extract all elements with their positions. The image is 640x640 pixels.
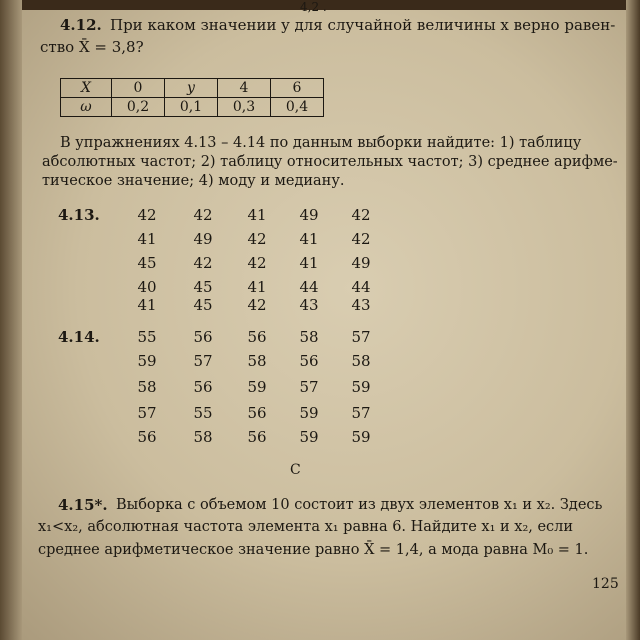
table-cell: 0,3 (218, 98, 271, 117)
exercise-4-15-number: 4.15*. (58, 496, 108, 514)
exercise-4-15-line1: Выборка с объемом 10 состоит из двух элементов x₁ и x₂. Здесь (116, 497, 603, 513)
table-cell: 0 (112, 79, 165, 98)
sample-value: 56 (193, 378, 213, 396)
sample-value: 56 (247, 328, 267, 346)
table-cell: ω (61, 98, 112, 117)
sample-value: 42 (351, 206, 371, 224)
sample-value: 42 (351, 230, 371, 248)
sample-value: 59 (247, 378, 267, 396)
distribution-table (60, 78, 324, 117)
sample-value: 42 (193, 206, 213, 224)
section-label: C (290, 462, 301, 478)
sample-value: 45 (137, 254, 157, 272)
sample-value: 58 (137, 378, 157, 396)
table-cell: 6 (271, 79, 324, 98)
sample-value: 56 (299, 352, 319, 370)
sample-value: 45 (193, 296, 213, 314)
sample-value: 57 (351, 328, 371, 346)
table-row (61, 98, 324, 117)
sample-value: 49 (299, 206, 319, 224)
sample-value: 55 (137, 328, 157, 346)
intro-line2: абсолютных частот; 2) таблицу относительных частот; 3) среднее арифме- (42, 154, 618, 170)
sample-value: 57 (351, 404, 371, 422)
exercise-4-12-number: 4.12. (60, 16, 102, 34)
sample-value: 59 (299, 428, 319, 446)
sample-value: 57 (299, 378, 319, 396)
sample-value: 58 (193, 428, 213, 446)
sample-value: 41 (247, 278, 267, 296)
table-row (61, 79, 324, 98)
page-left-edge (0, 0, 22, 640)
table-cell: 0,1 (165, 98, 218, 117)
sample-value: 56 (193, 328, 213, 346)
sample-value: 58 (351, 352, 371, 370)
sample-value: 45 (193, 278, 213, 296)
table-cell: 0,4 (271, 98, 324, 117)
sample-value: 41 (299, 230, 319, 248)
sample-value: 59 (137, 352, 157, 370)
sample-value: 43 (299, 296, 319, 314)
table-cell: y (165, 79, 218, 98)
table-cell: X (61, 79, 112, 98)
exercise-4-15-line2: x₁<x₂, абсолютная частота элемента x₁ равна 6. Найдите x₁ и x₂, если (38, 519, 574, 535)
sample-value: 56 (137, 428, 157, 446)
page-number: 125 (592, 576, 619, 592)
sample-value: 41 (137, 296, 157, 314)
table-cell: 4 (218, 79, 271, 98)
sample-value: 42 (247, 230, 267, 248)
sample-value: 58 (247, 352, 267, 370)
sample-value: 57 (137, 404, 157, 422)
sample-value: 44 (299, 278, 319, 296)
sample-value: 56 (247, 404, 267, 422)
sample-value: 59 (299, 404, 319, 422)
table-cell: 0,2 (112, 98, 165, 117)
sample-value: 58 (299, 328, 319, 346)
page-right-edge (626, 0, 640, 640)
sample-value: 49 (193, 230, 213, 248)
sample-value: 49 (351, 254, 371, 272)
previous-text-fragment: 4,2 . (300, 0, 327, 14)
sample-value: 40 (137, 278, 157, 296)
exercise-4-12-line1: При каком значении y для случайной величины x верно равен- (110, 16, 616, 34)
sample-value: 56 (247, 428, 267, 446)
intro-line1: В упражнениях 4.13 – 4.14 по данным выборки найдите: 1) таблицу (60, 135, 582, 151)
sample-value: 42 (247, 296, 267, 314)
sample-value: 59 (351, 378, 371, 396)
sample-value: 43 (351, 296, 371, 314)
exercise-4-12-line2: ство X̄ = 3,8? (40, 38, 144, 56)
sample-value: 57 (193, 352, 213, 370)
sample-value: 41 (299, 254, 319, 272)
sample-value: 59 (351, 428, 371, 446)
sample-value: 42 (193, 254, 213, 272)
sample-value: 55 (193, 404, 213, 422)
sample-value: 42 (137, 206, 157, 224)
sample-value: 41 (247, 206, 267, 224)
intro-line3: тическое значение; 4) моду и медиану. (42, 173, 345, 189)
exercise-4-15-line3: среднее арифметическое значение равно X̄ = 1,4, а мода равна M₀ = 1. (38, 542, 589, 558)
exercise-4-14-number: 4.14. (58, 328, 100, 346)
exercise-4-13-number: 4.13. (58, 206, 100, 224)
sample-value: 42 (247, 254, 267, 272)
sample-value: 44 (351, 278, 371, 296)
sample-value: 41 (137, 230, 157, 248)
